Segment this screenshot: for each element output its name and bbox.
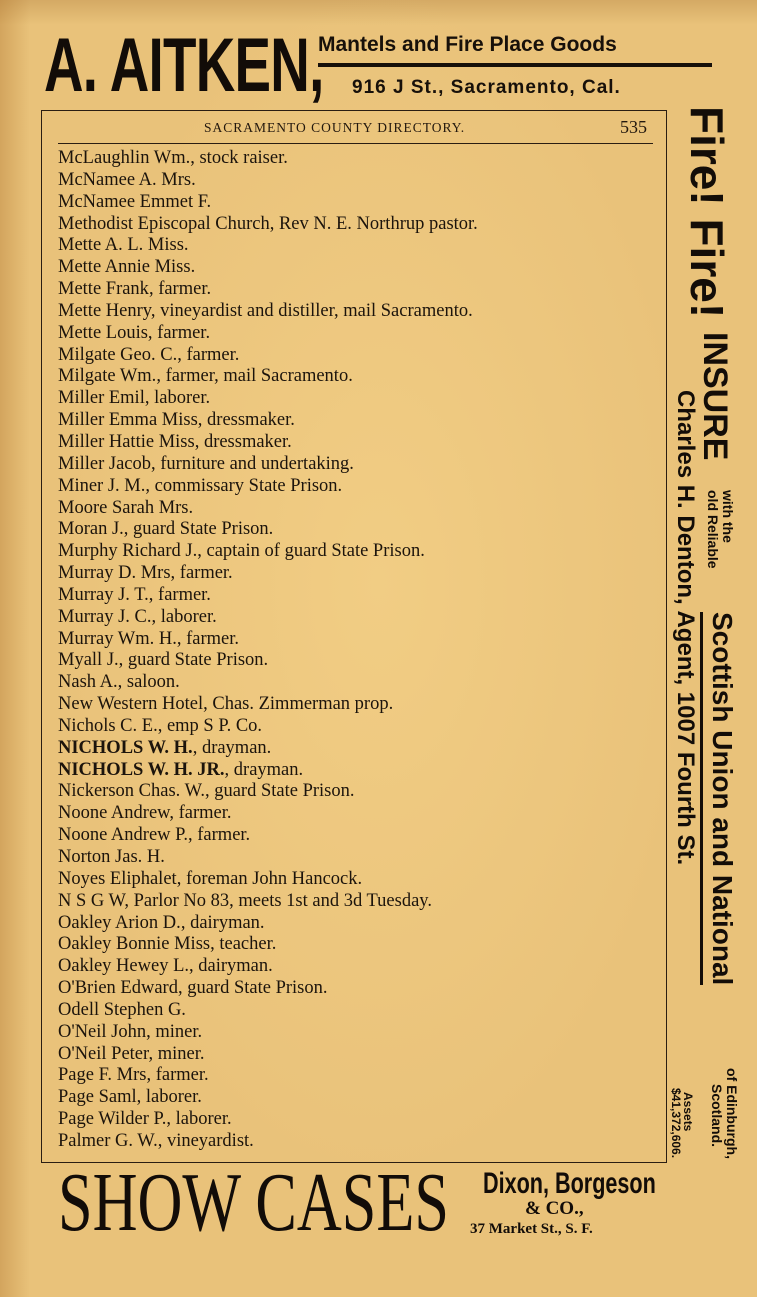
directory-entry xyxy=(58,476,658,498)
directory-listing xyxy=(58,148,658,1153)
directory-entry xyxy=(58,891,658,913)
side-ad-of-edinburgh: of Edinburgh, xyxy=(724,1068,740,1159)
header-ad-tagline: Mantels and Fire Place Goods xyxy=(318,33,617,56)
entry-name: Miner J. M. xyxy=(58,475,146,496)
entry-detail: , drayman. xyxy=(224,759,304,780)
entry-detail: , guard State Prison. xyxy=(204,781,355,802)
directory-entry xyxy=(58,1065,658,1087)
entry-name: McNamee Emmet F. xyxy=(58,191,212,212)
entry-detail: , dressmaker. xyxy=(197,410,295,431)
entry-detail: , furniture and undertaking. xyxy=(151,453,354,474)
directory-entry xyxy=(58,410,658,432)
footer-ad-firm: Dixon, Borgeson xyxy=(483,1167,656,1200)
directory-entry xyxy=(58,978,658,1000)
entry-name: Noyes Eliphalet xyxy=(58,868,177,889)
entry-name: Moore Sarah Mrs. xyxy=(58,497,194,518)
side-ad-assets-label: Assets xyxy=(681,1092,695,1132)
directory-entry xyxy=(58,803,658,825)
directory-entry xyxy=(58,148,658,170)
directory-entry xyxy=(58,1044,658,1066)
directory-entry xyxy=(58,607,658,629)
entry-detail: , Chas. Zimmerman prop. xyxy=(203,694,394,715)
entry-name: Odell Stephen G. xyxy=(58,999,186,1020)
directory-entry xyxy=(58,1022,658,1044)
side-ad-headline: Fire! Fire! xyxy=(681,106,733,319)
header-ad-name: A. AITKEN, xyxy=(44,23,324,108)
side-ad-scotland: Scotland. xyxy=(709,1084,725,1148)
entry-detail: , farmer. xyxy=(148,584,211,605)
entry-name: Miller Emil xyxy=(58,388,145,409)
entry-detail: , farmer. xyxy=(170,563,233,584)
entry-name: Miller Hattie Miss xyxy=(58,431,195,452)
side-ad-with-the: with the xyxy=(720,490,736,543)
entry-detail: , guard State Prison. xyxy=(118,650,269,671)
entry-detail: , farmer. xyxy=(177,344,240,365)
entry-name: McNamee A. Mrs. xyxy=(58,169,196,190)
directory-entry xyxy=(58,301,658,323)
directory-entry xyxy=(58,1109,658,1131)
entry-name: N S G W xyxy=(58,890,125,911)
entry-detail: , dressmaker. xyxy=(194,431,292,452)
entry-detail: , farmer. xyxy=(188,825,251,846)
entry-name: Mette Louis xyxy=(58,322,148,343)
directory-entry xyxy=(58,694,658,716)
directory-entry xyxy=(58,1131,658,1153)
directory-entry xyxy=(58,454,658,476)
entry-name: Nichols C. E. xyxy=(58,715,158,736)
directory-entry xyxy=(58,563,658,585)
entry-detail: , emp S P. Co. xyxy=(157,715,263,736)
side-ad-assets-value: $41,372,606. xyxy=(669,1088,683,1159)
entry-detail: , farmer. xyxy=(146,1065,209,1086)
side-ad-company: Scottish Union and National xyxy=(700,612,738,985)
entry-detail: , commissary State Prison. xyxy=(145,475,343,496)
directory-entry xyxy=(58,257,658,279)
footer-ad-address: 37 Market St., S. F. xyxy=(470,1221,593,1237)
directory-entry xyxy=(58,934,658,956)
directory-entry xyxy=(58,913,658,935)
entry-name: Miller Emma Miss xyxy=(58,410,198,431)
entry-detail: , laborer. xyxy=(136,1087,202,1108)
entry-name: Oakley Arion D. xyxy=(58,912,181,933)
entry-name: Mette A. L. Miss. xyxy=(58,235,189,256)
entry-name: Mette Henry xyxy=(58,300,151,321)
entry-name: Moran J. xyxy=(58,519,124,540)
directory-entry xyxy=(58,738,658,760)
directory-entry xyxy=(58,541,658,563)
entry-detail: , Parlor No 83, meets 1st and 3d Tuesday. xyxy=(124,890,432,911)
directory-entry xyxy=(58,345,658,367)
directory-entry xyxy=(58,388,658,410)
entry-detail: , miner. xyxy=(146,1021,203,1042)
entry-name: NICHOLS W. H. xyxy=(58,737,193,758)
entry-name: Oakley Bonnie Miss xyxy=(58,934,211,955)
entry-detail: , foreman John Hancock. xyxy=(176,868,363,889)
entry-name: Murray J. C. xyxy=(58,606,152,627)
directory-entry xyxy=(58,672,658,694)
entry-name: Norton Jas. H. xyxy=(58,847,165,867)
entry-name: McLaughlin Wm. xyxy=(58,148,191,168)
entry-name: Mette Annie Miss. xyxy=(58,257,196,278)
entry-name: Mette Frank xyxy=(58,279,149,300)
entry-detail: , dairyman. xyxy=(180,912,265,933)
entry-name: Palmer G. W. xyxy=(58,1130,158,1151)
directory-entry xyxy=(58,214,658,236)
header-ad-rule xyxy=(318,63,712,67)
entry-name: Noone Andrew xyxy=(58,803,170,824)
running-head: SACRAMENTO COUNTY DIRECTORY. xyxy=(204,120,466,135)
directory-entry xyxy=(58,716,658,738)
entry-detail: , captain of guard State Prison. xyxy=(197,541,425,562)
directory-entry xyxy=(58,847,658,869)
directory-entry xyxy=(58,323,658,345)
entry-name: Page F. Mrs xyxy=(58,1065,147,1086)
directory-entry xyxy=(58,498,658,520)
directory-entry xyxy=(58,192,658,214)
side-ad-agent: Charles H. Denton, Agent, 1007 Fourth St. xyxy=(672,390,699,866)
entry-name: Methodist Episcopal Church xyxy=(58,213,270,234)
entry-detail: , guard State Prison. xyxy=(123,519,274,540)
entry-name: Murphy Richard J. xyxy=(58,541,198,562)
entry-detail: , drayman. xyxy=(192,737,272,758)
entry-detail: , guard State Prison. xyxy=(177,978,328,999)
footer-ad-product: SHOW CASES xyxy=(58,1156,449,1249)
entry-detail: , miner. xyxy=(148,1043,205,1064)
page-number: 535 xyxy=(620,117,647,137)
directory-entry xyxy=(58,279,658,301)
entry-detail: , farmer. xyxy=(147,322,211,343)
directory-entry xyxy=(58,519,658,541)
directory-entry xyxy=(58,1000,658,1022)
directory-entry xyxy=(58,1087,658,1109)
running-head-rule xyxy=(58,143,653,144)
entry-detail: , teacher. xyxy=(210,934,277,955)
entry-name: Murray J. T. xyxy=(58,584,149,605)
entry-name: O'Neil John xyxy=(58,1021,147,1042)
directory-entry xyxy=(58,825,658,847)
entry-name: Murray D. Mrs xyxy=(58,563,171,584)
entry-detail: , vineyardist and distiller, mail Sacramento. xyxy=(150,300,473,321)
directory-entry xyxy=(58,781,658,803)
entry-name: Oakley Hewey L. xyxy=(58,956,189,977)
entry-name: Murray Wm. H. xyxy=(58,628,177,649)
entry-detail: , farmer. xyxy=(148,279,212,300)
directory-entry xyxy=(58,650,658,672)
entry-detail: , stock raiser. xyxy=(190,148,288,168)
entry-detail: , laborer. xyxy=(166,1109,232,1130)
entry-name: Milgate Geo. C. xyxy=(58,344,178,365)
entry-name: Page Wilder P. xyxy=(58,1109,167,1130)
entry-name: New Western Hotel xyxy=(58,694,204,715)
entry-detail: , farmer. xyxy=(176,628,240,649)
entry-detail: , dairyman. xyxy=(189,956,273,977)
entry-detail: , saloon. xyxy=(117,672,180,693)
header-ad-address: 916 J St., Sacramento, Cal. xyxy=(352,77,621,98)
entry-name: O'Neil Peter xyxy=(58,1043,149,1064)
entry-name: Noone Andrew P. xyxy=(58,825,189,846)
directory-entry xyxy=(58,760,658,782)
directory-entry xyxy=(58,869,658,891)
entry-name: Page Saml xyxy=(58,1087,137,1108)
directory-entry xyxy=(58,366,658,388)
entry-detail: , laborer. xyxy=(144,388,211,409)
directory-entry xyxy=(58,956,658,978)
entry-name: Nickerson Chas. W. xyxy=(58,781,205,802)
entry-detail: , farmer. xyxy=(169,803,232,824)
footer-ad-firm-suffix: & CO., xyxy=(525,1198,584,1219)
entry-name: O'Brien Edward xyxy=(58,978,178,999)
entry-name: Milgate Wm. xyxy=(58,366,157,387)
side-ad-insure: INSURE xyxy=(696,332,734,461)
directory-entry xyxy=(58,235,658,257)
directory-entry xyxy=(58,585,658,607)
entry-name: NICHOLS W. H. JR. xyxy=(58,759,225,780)
entry-detail: , laborer. xyxy=(151,606,217,627)
side-ad-old-reliable: old Reliable xyxy=(705,490,721,569)
entry-detail: , farmer, mail Sacramento. xyxy=(156,366,353,387)
entry-detail: , vineyardist. xyxy=(157,1130,254,1151)
entry-name: Myall J. xyxy=(58,650,119,671)
directory-entry xyxy=(58,629,658,651)
entry-detail: , Rev N. E. Northrup pastor. xyxy=(269,213,478,234)
directory-entry xyxy=(58,432,658,454)
directory-entry xyxy=(58,170,658,192)
entry-name: Miller Jacob xyxy=(58,453,151,474)
entry-name: Nash A. xyxy=(58,672,118,693)
